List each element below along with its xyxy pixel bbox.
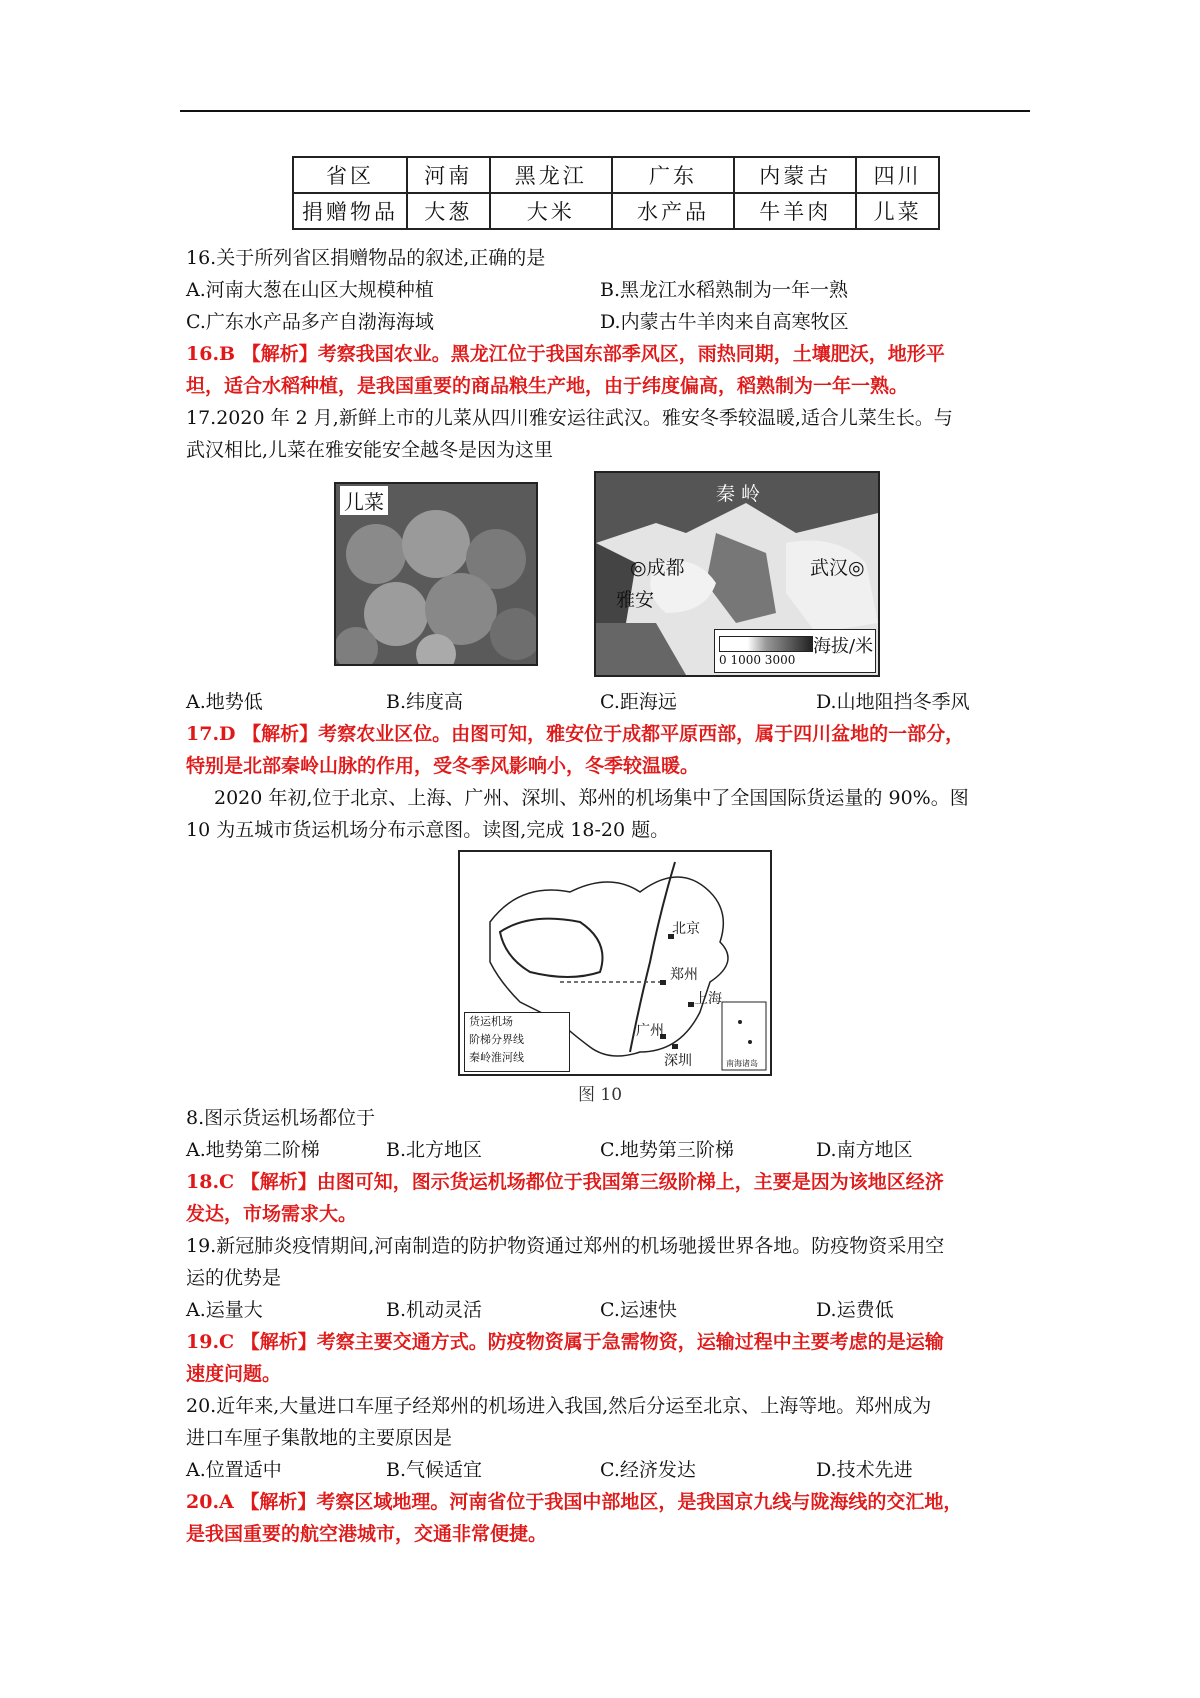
- intro-line2: 10 为五城市货运机场分布示意图。读图,完成 18-20 题。: [186, 819, 670, 841]
- inset-label: 南海诸岛: [726, 1059, 758, 1068]
- donation-table: [292, 156, 940, 230]
- q17-stem-line1: 17.2020 年 2 月,新鲜上市的儿菜从四川雅安运往武汉。雅安冬季较温暖,适合儿菜生长。与: [186, 407, 953, 429]
- q19-answer-line1: 19.C 【解析】考察主要交通方式。防疫物资属于急需物资，运输过程中主要考虑的是运输: [186, 1331, 944, 1353]
- q19-answer-line2: 速度问题。: [186, 1363, 282, 1385]
- q20-option-d: D.技术先进: [816, 1459, 913, 1481]
- table-cell: 河南: [407, 157, 490, 193]
- chengdu-label: ◎成都: [630, 557, 685, 579]
- q19-option-a: A.运量大: [186, 1299, 263, 1321]
- table-cell: 黑龙江: [490, 157, 612, 193]
- q20-option-c: C.经济发达: [600, 1459, 696, 1481]
- q20-answer-line2: 是我国重要的航空港城市，交通非常便捷。: [186, 1523, 548, 1545]
- fig10-caption: 图 10: [578, 1085, 623, 1105]
- q20-option-b: B.气候适宜: [386, 1459, 483, 1481]
- table-cell: 儿菜: [856, 193, 939, 229]
- q18-option-d: D.南方地区: [816, 1139, 913, 1161]
- q17-stem-line2: 武汉相比,儿菜在雅安能安全越冬是因为这里: [186, 439, 554, 461]
- q16-answer-line2: 坦，适合水稻种植，是我国重要的商品粮生产地，由于纬度偏高，稻熟制为一年一熟。: [186, 375, 909, 397]
- shanghai-label: 上海: [694, 991, 722, 1007]
- q17-option-b: B.纬度高: [386, 691, 464, 713]
- elevation-legend-scale: 0 1000 3000: [719, 653, 796, 667]
- q20-stem-line1: 20.近年来,大量进口车厘子经郑州的机场进入我国,然后分运至北京、上海等地。郑州成为: [186, 1395, 932, 1417]
- table-cell: 捐赠物品: [293, 193, 407, 229]
- table-cell: 广东: [612, 157, 734, 193]
- airport-map: [458, 850, 772, 1076]
- yaan-label: 雅安: [616, 589, 655, 611]
- q16-option-b: B.黑龙江水稻熟制为一年一熟: [600, 279, 849, 301]
- q16-option-d: D.内蒙古牛羊肉来自高寒牧区: [600, 311, 849, 333]
- elevation-legend-title: 海拔/米: [813, 636, 874, 657]
- qinling-label: 秦 岭: [716, 483, 761, 505]
- elevation-bar: [719, 636, 813, 652]
- q16-option-a: A.河南大葱在山区大规模种植: [186, 279, 434, 301]
- header-rule: [180, 110, 1030, 112]
- table-row: [293, 193, 939, 229]
- q20-option-a: A.位置适中: [186, 1459, 282, 1481]
- q20-stem-line2: 进口车厘子集散地的主要原因是: [186, 1427, 453, 1449]
- q16-stem: 16.关于所列省区捐赠物品的叙述,正确的是: [186, 247, 546, 269]
- legend-item-step-line: 阶梯分界线: [469, 1033, 524, 1046]
- q19-option-c: C.运速快: [600, 1299, 677, 1321]
- shenzhen-label: 深圳: [664, 1053, 692, 1069]
- q17-option-d: D.山地阻挡冬季风: [816, 691, 970, 713]
- q18-option-c: C.地势第三阶梯: [600, 1139, 734, 1161]
- elevation-legend: [714, 629, 876, 673]
- q18-answer-line2: 发达，市场需求大。: [186, 1203, 358, 1225]
- table-cell: 牛羊肉: [734, 193, 856, 229]
- q18-option-b: B.北方地区: [386, 1139, 483, 1161]
- q16-option-c: C.广东水产品多产自渤海海域: [186, 311, 434, 333]
- table-cell: 省区: [293, 157, 407, 193]
- q17-option-a: A.地势低: [186, 691, 263, 713]
- terrain-map: [594, 471, 880, 677]
- q17-answer-line1: 17.D 【解析】考察农业区位。由图可知，雅安位于成都平原西部，属于四川盆地的一部分，: [186, 723, 965, 745]
- zhengzhou-label: 郑州: [670, 967, 698, 983]
- table-row: [293, 157, 939, 193]
- q20-answer-line1: 20.A 【解析】考察区域地理。河南省位于我国中部地区，是我国京九线与陇海线的交汇地，: [186, 1491, 963, 1513]
- wuhan-label: 武汉◎: [810, 557, 865, 579]
- q19-option-d: D.运费低: [816, 1299, 894, 1321]
- q19-stem-line2: 运的优势是: [186, 1267, 282, 1289]
- table-cell: 水产品: [612, 193, 734, 229]
- vegetable-label: 儿菜: [340, 486, 388, 515]
- table-cell: 大葱: [407, 193, 490, 229]
- intro-line1: 2020 年初,位于北京、上海、广州、深圳、郑州的机场集中了全国国际货运量的 90%。图: [214, 787, 969, 809]
- q17-option-c: C.距海远: [600, 691, 677, 713]
- legend-item-airport: 货运机场: [469, 1015, 513, 1028]
- beijing-label: 北京: [672, 921, 700, 937]
- q18-stem: 8.图示货运机场都位于: [186, 1107, 376, 1129]
- q19-option-b: B.机动灵活: [386, 1299, 483, 1321]
- q18-option-a: A.地势第二阶梯: [186, 1139, 320, 1161]
- table-cell: 内蒙古: [734, 157, 856, 193]
- q19-stem-line1: 19.新冠肺炎疫情期间,河南制造的防护物资通过郑州的机场驰援世界各地。防疫物资采用空: [186, 1235, 945, 1257]
- table-cell: 四川: [856, 157, 939, 193]
- guangzhou-label: 广州: [636, 1023, 664, 1039]
- vegetable-photo: [334, 482, 538, 666]
- map-legend: [464, 1012, 570, 1072]
- q16-answer-line1: 16.B 【解析】考察我国农业。黑龙江位于我国东部季风区，雨热同期，土壤肥沃，地形平: [186, 343, 945, 365]
- q17-answer-line2: 特别是北部秦岭山脉的作用，受冬季风影响小，冬季较温暖。: [186, 755, 700, 777]
- q18-answer-line1: 18.C 【解析】由图可知，图示货运机场都位于我国第三级阶梯上，主要是因为该地区经济: [186, 1171, 944, 1193]
- table-cell: 大米: [490, 193, 612, 229]
- legend-item-qinling-line: 秦岭淮河线: [469, 1051, 524, 1064]
